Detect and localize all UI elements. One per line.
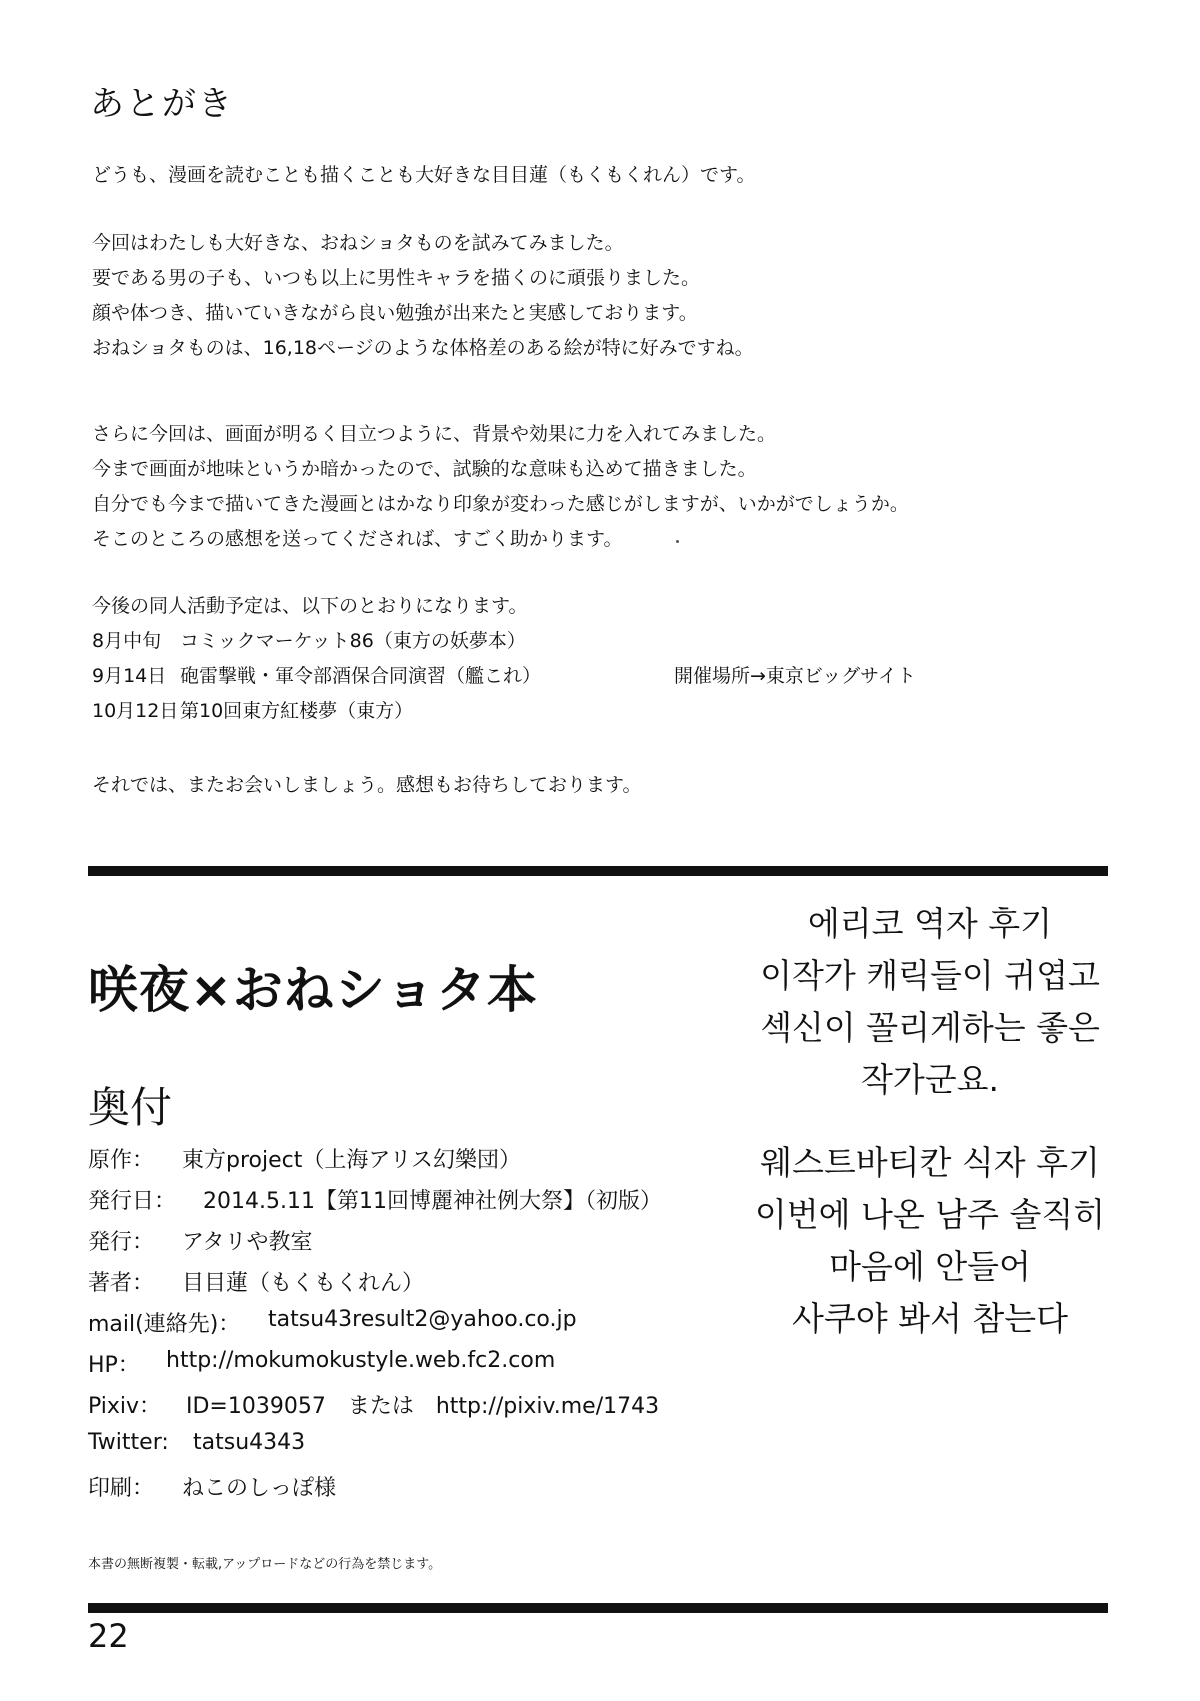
afterword-closing — [92, 768, 641, 803]
colophon-row-original — [88, 1143, 522, 1174]
text-line: どうも、漫画を読むことも描くことも大好きな目目蓮（もくもくれん）です。 — [92, 164, 756, 186]
note-line: 사쿠야 봐서 참는다 — [791, 1299, 1068, 1338]
schedule-date: 9月14日 — [92, 665, 167, 687]
colophon-row-pixiv — [88, 1389, 660, 1420]
schedule-date: 8月中旬 — [92, 630, 162, 652]
text-line: おねショタものは、16,18ページのような体格差のある絵が特に好みですね。 — [92, 337, 754, 359]
note-line: 섹신이 꼴리게하는 좋은 — [760, 1008, 1100, 1047]
schedule-venue: 開催場所→東京ビッグサイト — [674, 665, 916, 687]
schedule-event: 砲雷撃戦・軍令部酒保合同演習（艦これ） — [180, 665, 542, 687]
row-value: 東方project（上海アリス幻樂団） — [182, 1148, 522, 1173]
text-line: それでは、またお会いしましょう。感想もお待ちしております。 — [92, 774, 642, 796]
afterword-heading: あとがき — [90, 84, 234, 124]
copyright-notice: 本書の無断複製・転載,アップロードなどの行為を禁じます。 — [88, 1557, 442, 1572]
schedule-event: 第10回東方紅楼夢（東方） — [180, 700, 414, 722]
colophon-row-date — [88, 1184, 662, 1215]
row-label: 発行日： — [88, 1189, 177, 1214]
note-line: 이번에 나온 남주 솔직히 — [754, 1195, 1106, 1234]
row-value: tatsu43result2@yahoo.co.jp — [268, 1307, 577, 1332]
row-label: Twitter: — [88, 1430, 169, 1455]
page-number: 22 — [88, 1617, 129, 1655]
row-label: 著者： — [88, 1271, 155, 1296]
text-line: 自分でも今まで描いてきた漫画とはかなり印象が変わった感じがしますが、いかがでしょうか。 — [92, 493, 909, 515]
row-label: 印刷： — [88, 1476, 155, 1501]
row-value: ねこのしっぽ様 — [182, 1476, 337, 1501]
schedule-event: コミックマーケット86（東方の妖夢本） — [180, 630, 526, 652]
text-line: そこのところの感想を送ってくだされば、すごく助かります。 — [92, 528, 623, 550]
text-line: 要である男の子も、いつも以上に男性キャラを描くのに頑張りました。 — [92, 267, 701, 289]
colophon-heading: 奥付 — [88, 1083, 173, 1132]
afterword-paragraph-1 — [92, 226, 754, 366]
divider-rule — [88, 1603, 1108, 1613]
note-line: 웨스트바티칸 식자 후기 — [760, 1143, 1100, 1182]
colophon-row-mail — [88, 1307, 577, 1338]
row-value: http://mokumokustyle.web.fc2.com — [166, 1348, 556, 1373]
schedule-date: 10月12日 — [92, 700, 179, 722]
row-value: 目目蓮（もくもくれん） — [182, 1271, 425, 1296]
translator-note — [740, 898, 1120, 1106]
typesetter-note — [740, 1137, 1120, 1345]
afterword-intro — [92, 158, 755, 193]
row-value: ID=1039057 または http://pixiv.me/1743 — [186, 1394, 660, 1419]
row-label: 原作： — [88, 1148, 155, 1173]
book-title: 咲夜×おねショタ本 — [88, 961, 538, 1019]
schedule-item — [92, 624, 916, 659]
row-value: アタリや教室 — [182, 1230, 313, 1255]
divider-rule — [88, 866, 1108, 876]
colophon-row-printer — [88, 1471, 337, 1502]
text-line: 今回はわたしも大好きな、おねショタものを試みてみました。 — [92, 232, 624, 254]
text-line: さらに今回は、画面が明るく目立つように、背景や効果に力を入れてみました。 — [92, 423, 777, 445]
note-line: 이작가 캐릭들이 귀엽고 — [760, 956, 1100, 995]
text-line: 今まで画面が地味というか暗かったので、試験的な意味も込めて描きました。 — [92, 458, 757, 480]
note-line: 마음에 안들어 — [829, 1247, 1031, 1286]
schedule-item — [92, 659, 916, 694]
row-label: Pixiv： — [88, 1394, 162, 1419]
colophon-row-author — [88, 1266, 425, 1297]
row-label: 発行： — [88, 1230, 155, 1255]
schedule-block — [92, 589, 916, 729]
note-line: 작가군요. — [860, 1060, 999, 1099]
row-value: tatsu4343 — [193, 1430, 306, 1455]
schedule-item — [92, 694, 916, 729]
colophon-row-publisher — [88, 1225, 313, 1256]
row-label: HP： — [88, 1353, 140, 1378]
colophon-row-homepage — [88, 1348, 556, 1379]
row-label: mail(連絡先)： — [88, 1312, 241, 1337]
afterword-paragraph-2 — [92, 417, 909, 557]
schedule-intro: 今後の同人活動予定は、以下のとおりになります。 — [92, 595, 528, 617]
text-line: 顔や体つき、描いていきながら良い勉強が出来たと実感しております。 — [92, 302, 698, 324]
stray-dot — [676, 540, 679, 543]
note-line: 에리코 역자 후기 — [807, 904, 1053, 943]
colophon-row-twitter — [88, 1430, 306, 1455]
row-value: 2014.5.11【第11回博麗神社例大祭】（初版） — [203, 1189, 662, 1214]
